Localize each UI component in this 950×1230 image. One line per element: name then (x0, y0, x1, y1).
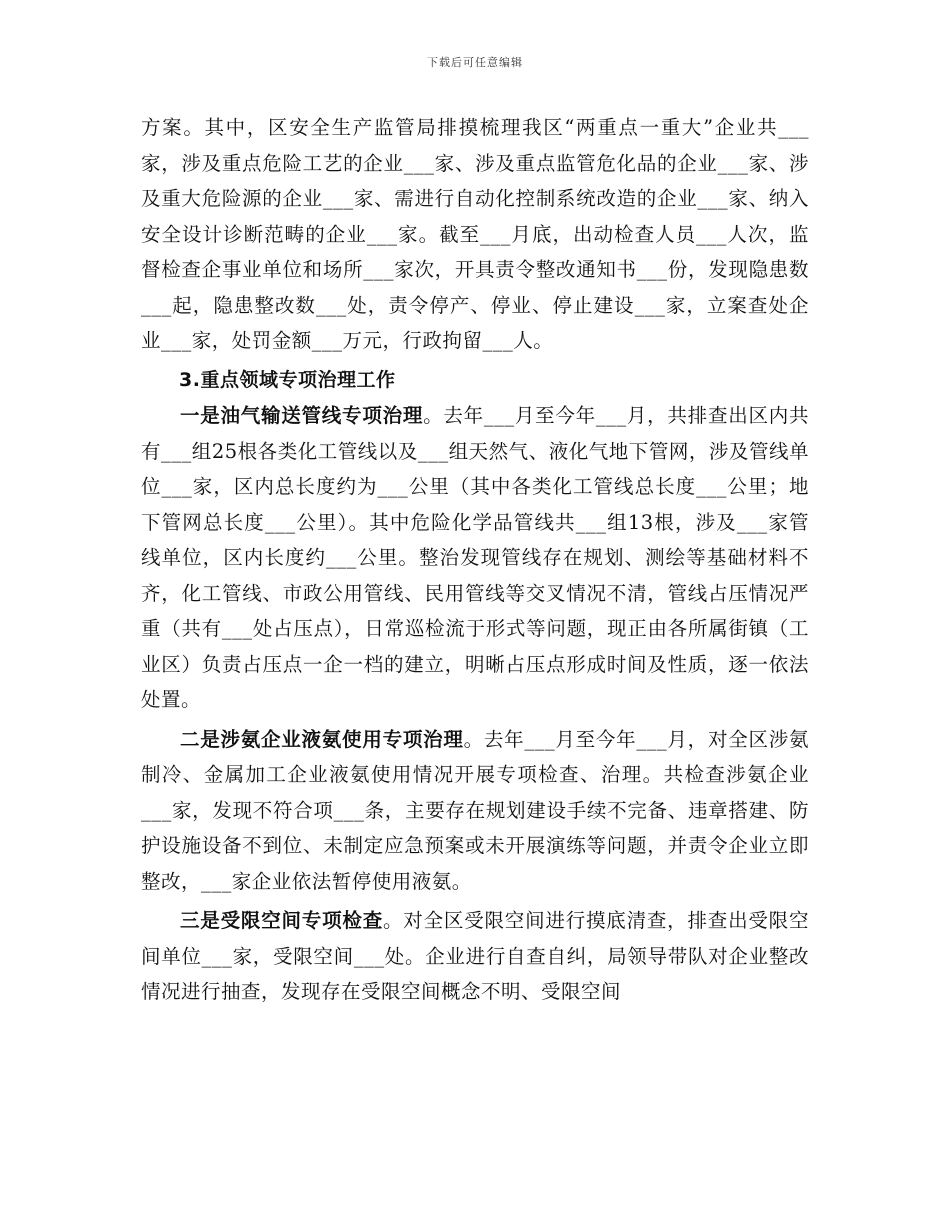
section-heading: 3.重点领域专项治理工作 (179, 368, 396, 391)
paragraph-pipeline-lead: 一是油气输送管线专项治理 (180, 404, 424, 427)
paragraph-statistics: 方案。其中，区安全生产监管局排摸梳理我区“两重点一重大”企业共___家，涉及重点危险工艺的企业___家、涉及重点监管危化品的企业___家、涉及重大危险源的企业___家、需进行自动化控制系统改造的企业___家、纳入安全设计诊断范畴的企业___家。截至___月底，出动检查人员___人次，监督检查企事业单位和场所___家次，开具责令整改通知书___份，发现隐患数___起，隐患整改数___处，责令停产、停业、停止建设___家，立案查处企业___家，处罚金额___万元，行政拘留___人。 (141, 116, 809, 352)
paragraph-pipeline (141, 398, 809, 718)
paragraph-ammonia-body: 。去年___月至今年___月，对全区涉氨制冷、金属加工企业液氨使用情况开展专项检查、治理。共检查涉氨企业___家，发现不符合项___条，主要存在规划建设手续不完备、违章搭建、防护设施设备不到位、未制定应急预案或未开展演练等问题，并责令企业立即整改，___家企业依法暂停使用液氨。 (141, 727, 809, 893)
paragraph-pipeline-body: 。去年___月至今年___月，共排查出区内共有___组25根各类化工管线以及___组天然气、液化气地下管网，涉及管线单位___家，区内总长度约为___公里（其中各类化工管线总长度___公里；地下管网总长度___公里）。其中危险化学品管线共___组13根，涉及___家管线单位，区内长度约___公里。整治发现管线存在规划、测绘等基础材料不齐，化工管线、市政公用管线、民用管线等交叉情况不清，管线占压情况严重（共有___处占压点），日常巡检流于形式等问题，现正由各所属街镇（工业区）负责占压点一企一档的建立，明晰占压点形成时间及性质，逐一依法处置。 (141, 404, 809, 711)
paragraph-confined-space-body: 。对全区受限空间进行摸底清查，排查出受限空间单位___家，受限空间___处。企业进行自查自纠，局领导带队对企业整改情况进行抽查，发现存在受限空间概念不明、受限空间 (141, 909, 809, 1003)
paragraph-confined-space-lead: 三是受限空间专项检查 (180, 909, 383, 932)
page-header: 下载后可任意编辑 (427, 56, 523, 69)
document-body (141, 110, 809, 1010)
paragraph-ammonia (141, 722, 809, 900)
paragraph-confined-space (141, 903, 809, 1010)
paragraph-ammonia-lead: 二是涉氨企业液氨使用专项治理 (180, 727, 464, 751)
